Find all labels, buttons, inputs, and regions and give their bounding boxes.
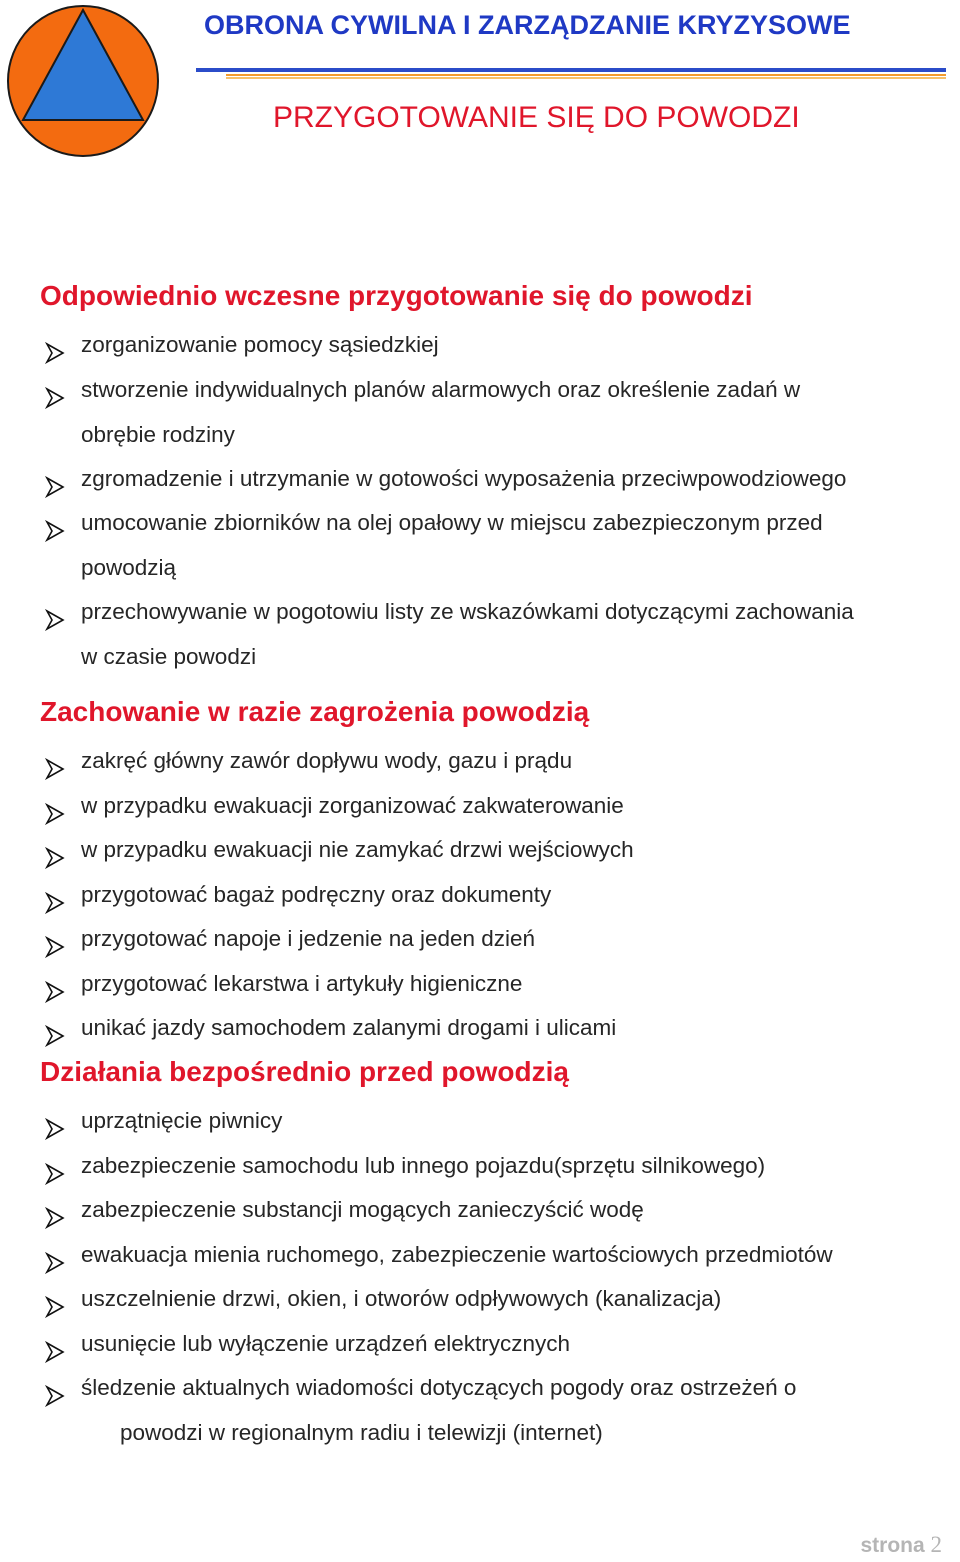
- page-number: 2: [930, 1532, 942, 1557]
- list-item: [44, 589, 960, 679]
- arrow-bullet-icon: [44, 1244, 66, 1266]
- list-item: [44, 783, 960, 828]
- arrow-bullet-icon: [44, 1199, 66, 1221]
- list-item-text: unikać jazdy samochodem zalanymi drogami i ulicami: [81, 1015, 617, 1040]
- list-item-text: zgromadzenie i utrzymanie w gotowości wyposażenia przeciwpowodziowego: [81, 465, 847, 491]
- section-heading: Działania bezpośrednio przed powodzią: [40, 1056, 569, 1087]
- page-footer: [860, 1532, 942, 1558]
- arrow-bullet-icon: [44, 379, 66, 401]
- section-heading: Odpowiednio wczesne przygotowanie się do powodzi: [40, 280, 753, 311]
- arrow-bullet-icon: [44, 884, 66, 906]
- list-item: [44, 961, 960, 1006]
- arrow-bullet-icon: [44, 750, 66, 772]
- arrow-bullet-icon: [44, 468, 66, 490]
- list-item-text: zabezpieczenie samochodu lub innego pojazdu(sprzętu silnikowego): [81, 1152, 766, 1178]
- arrow-bullet-icon: [44, 1110, 66, 1132]
- list-item: [44, 456, 960, 501]
- arrow-bullet-icon: [44, 795, 66, 817]
- list-item: [44, 916, 960, 961]
- arrow-bullet-icon: [44, 973, 66, 995]
- list-item: [44, 872, 960, 917]
- list-item: [44, 1098, 960, 1143]
- organization-title: OBRONA CYWILNA I ZARZĄDZANIE KRYZYSOWE: [204, 10, 851, 40]
- list-item-text: przechowywanie w pogotowiu listy ze wskazówkami dotyczącymi zachowania: [81, 599, 854, 624]
- arrow-bullet-icon: [44, 1333, 66, 1355]
- list-item-text: uszczelnienie drzwi, okien, i otworów odpływowych (kanalizacja): [81, 1286, 722, 1311]
- arrow-bullet-icon: [44, 1017, 66, 1039]
- list-item: [44, 367, 960, 457]
- list-item-text: w przypadku ewakuacji nie zamykać drzwi wejściowych: [81, 837, 634, 862]
- arrow-bullet-icon: [44, 1288, 66, 1310]
- arrow-bullet-icon: [44, 512, 66, 534]
- list-item-text: przygotować napoje i jedzenie na jeden dzień: [81, 926, 536, 951]
- list-item-continuation: powodzią: [81, 555, 177, 580]
- list-item-continuation: obrębie rodziny: [81, 421, 235, 447]
- header-divider: [196, 66, 946, 82]
- list-item: [44, 827, 960, 872]
- list-item: [44, 738, 960, 783]
- arrow-bullet-icon: [44, 839, 66, 861]
- list-item: [44, 322, 960, 367]
- list-item-text: usunięcie lub wyłączenie urządzeń elektrycznych: [81, 1330, 571, 1356]
- list-item-text: stworzenie indywidualnych planów alarmowych oraz określenie zadań w: [81, 376, 801, 402]
- list-item-text: zabezpieczenie substancji mogących zanieczyścić wodę: [81, 1197, 644, 1222]
- list-item-text: śledzenie aktualnych wiadomości dotyczących pogody oraz ostrzeżeń o: [81, 1375, 797, 1400]
- list-item-continuation: w czasie powodzi: [81, 644, 257, 669]
- arrow-bullet-icon: [44, 1155, 66, 1177]
- section-heading: Zachowanie w razie zagrożenia powodzią: [40, 696, 590, 727]
- list-item-text: zorganizowanie pomocy sąsiedzkiej: [81, 332, 439, 357]
- list-item-text: przygotować bagaż podręczny oraz dokumenty: [81, 881, 552, 907]
- list-item: [44, 500, 960, 590]
- list-item-text: ewakuacja mienia ruchomego, zabezpieczenie wartościowych przedmiotów: [81, 1241, 833, 1267]
- list-item-text: umocowanie zbiorników na olej opałowy w miejscu zabezpieczonym przed: [81, 510, 823, 535]
- list-item-text: uprzątnięcie piwnicy: [81, 1108, 283, 1133]
- list-item-text: przygotować lekarstwa i artykuły higieniczne: [81, 970, 523, 996]
- page-title: PRZYGOTOWANIE SIĘ DO POWODZI: [273, 101, 800, 134]
- list-item-continuation: powodzi w regionalnym radiu i telewizji (internet): [120, 1420, 603, 1445]
- list-item: [44, 1276, 960, 1321]
- list-item: [44, 1143, 960, 1188]
- arrow-bullet-icon: [44, 334, 66, 356]
- list-item: [44, 1365, 960, 1455]
- arrow-bullet-icon: [44, 928, 66, 950]
- list-item: [44, 1232, 960, 1277]
- list-item-text: zakręć główny zawór dopływu wody, gazu i prądu: [81, 748, 573, 773]
- arrow-bullet-icon: [44, 1377, 66, 1399]
- list-item: [44, 1321, 960, 1366]
- civil-defence-logo-icon: [6, 4, 160, 158]
- page-label: strona: [860, 1534, 925, 1557]
- list-item: [44, 1005, 960, 1050]
- list-item-text: w przypadku ewakuacji zorganizować zakwaterowanie: [81, 792, 624, 818]
- list-item: [44, 1187, 960, 1232]
- arrow-bullet-icon: [44, 601, 66, 623]
